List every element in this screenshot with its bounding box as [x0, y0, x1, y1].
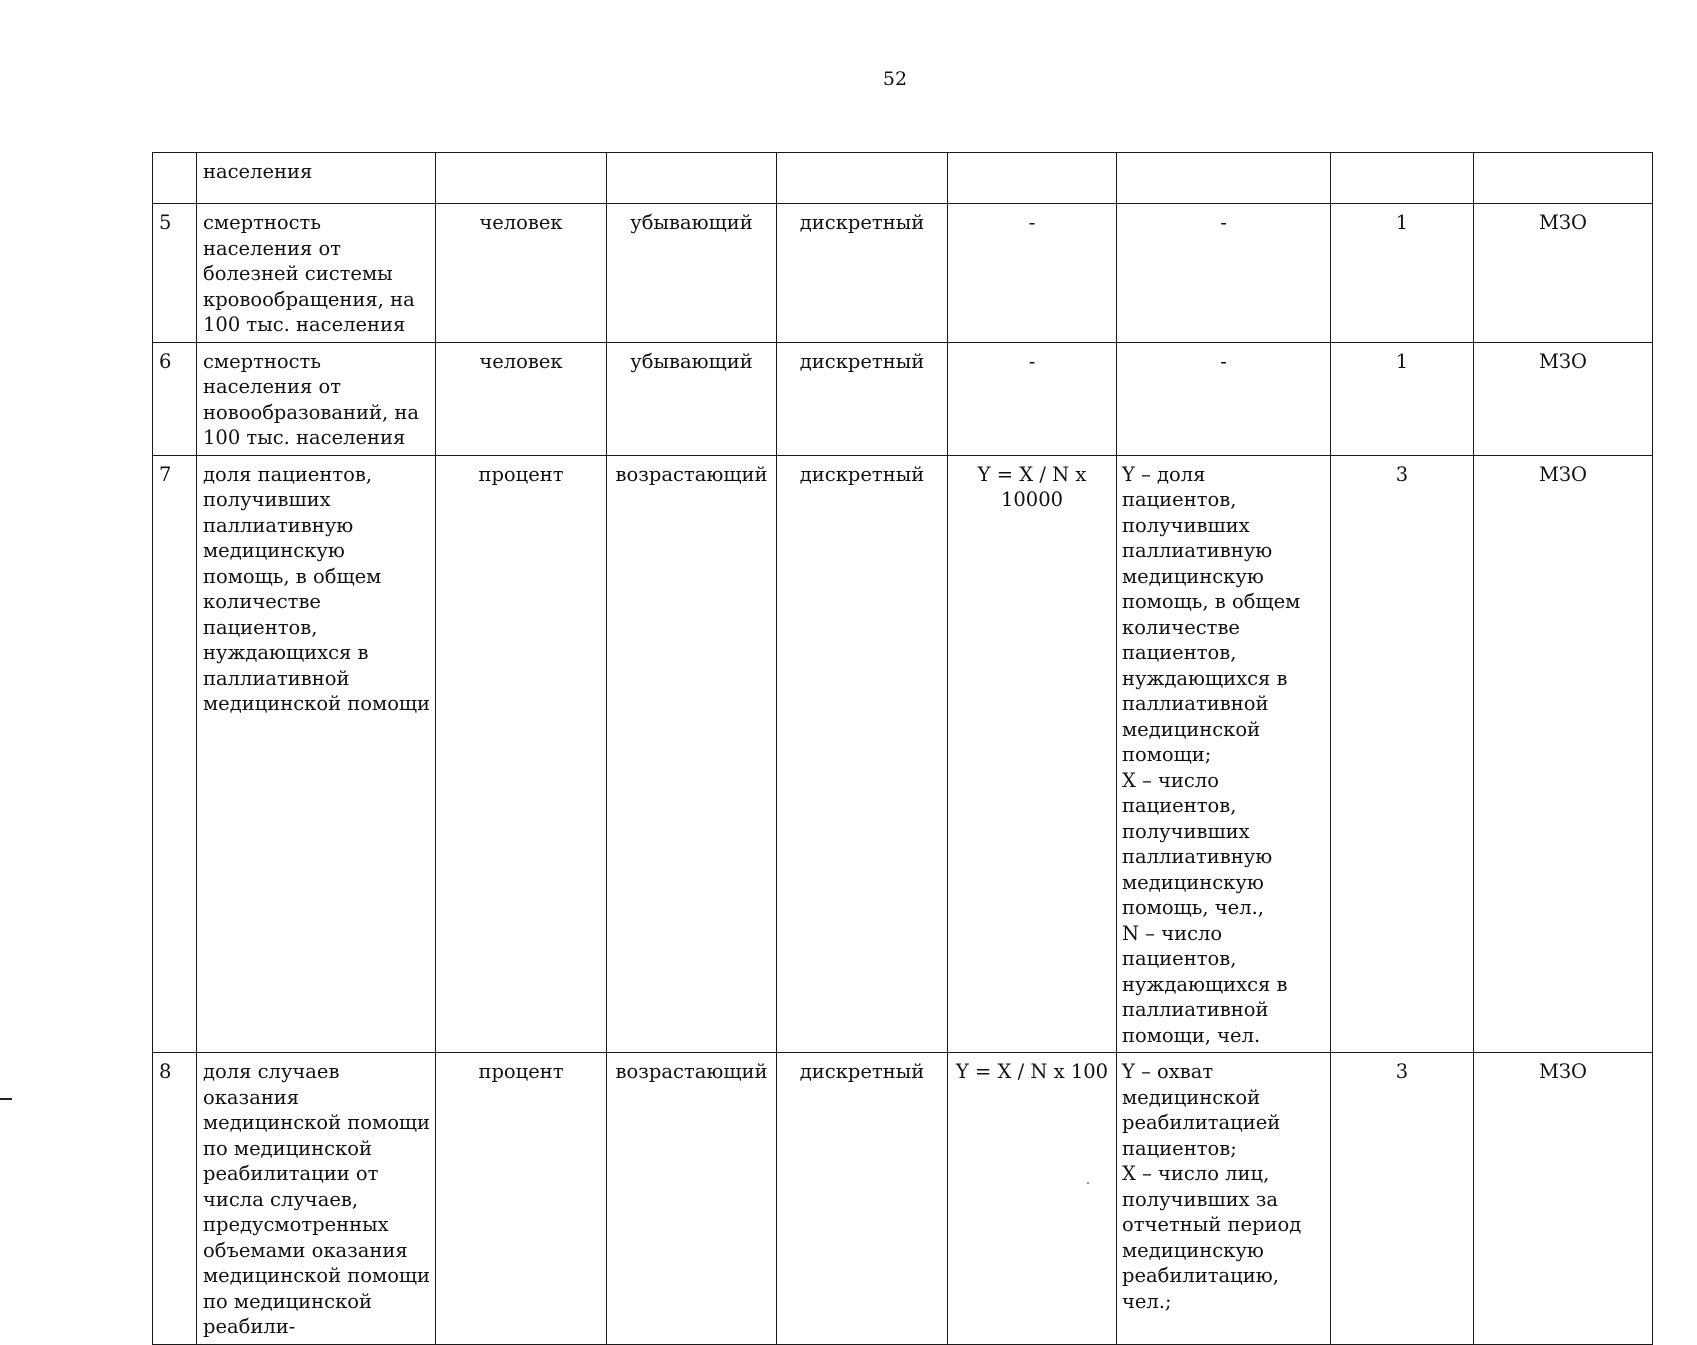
cell-num: 8 — [153, 1053, 197, 1345]
table-row — [153, 204, 1653, 343]
scan-dot — [1087, 1182, 1089, 1184]
cell-indicator-name: доля случаев оказания медицинской помощи по медицинской реабилитации от числа случаев, предусмотренных объемами оказания медицинской помощи по медицинской реабили- — [197, 1053, 436, 1345]
cell-code: 1 — [1331, 204, 1474, 343]
cell-formula — [948, 153, 1117, 204]
cell-unit: человек — [436, 342, 607, 455]
description-line: - — [1220, 349, 1227, 373]
cell-type: дискретный — [777, 204, 948, 343]
cell-direction: возрастающий — [607, 1053, 777, 1345]
cell-code — [1331, 153, 1474, 204]
cell-responsible: МЗО — [1474, 204, 1653, 343]
cell-unit: процент — [436, 455, 607, 1053]
margin-dash — [0, 1098, 12, 1100]
cell-type: дискретный — [777, 455, 948, 1053]
cell-code: 3 — [1331, 455, 1474, 1053]
cell-num: 5 — [153, 204, 197, 343]
cell-indicator-name: смертность населения от новообразований, на 100 тыс. населения — [197, 342, 436, 455]
table-row — [153, 342, 1653, 455]
cell-description — [1117, 455, 1331, 1053]
cell-description — [1117, 342, 1331, 455]
cell-unit — [436, 153, 607, 204]
table-row — [153, 1053, 1653, 1345]
cell-num — [153, 153, 197, 204]
table-row-continuation — [153, 153, 1653, 204]
cell-direction: убывающий — [607, 342, 777, 455]
cell-type — [777, 153, 948, 204]
cell-responsible: МЗО — [1474, 342, 1653, 455]
cell-num: 7 — [153, 455, 197, 1053]
cell-formula: - — [948, 204, 1117, 343]
cell-direction: убывающий — [607, 204, 777, 343]
description-line: N – число пациентов, нуждающихся в паллиативной помощи, чел. — [1122, 921, 1288, 1047]
description-line: Y – охват медицинской реабилитацией пациентов; — [1122, 1060, 1281, 1160]
cell-description — [1117, 1053, 1331, 1345]
description-line: X – число пациентов, получивших паллиативную медицинскую помощь, чел., — [1122, 768, 1273, 919]
cell-description — [1117, 204, 1331, 343]
cell-responsible — [1474, 153, 1653, 204]
cell-direction — [607, 153, 777, 204]
cell-direction: возрастающий — [607, 455, 777, 1053]
cell-code: 1 — [1331, 342, 1474, 455]
cell-responsible: МЗО — [1474, 1053, 1653, 1345]
page-number: 52 — [882, 68, 908, 90]
cell-unit: процент — [436, 1053, 607, 1345]
cell-responsible: МЗО — [1474, 455, 1653, 1053]
cell-indicator-name: смертность населения от болезней системы кровообращения, на 100 тыс. населения — [197, 204, 436, 343]
cell-type: дискретный — [777, 1053, 948, 1345]
cell-num: 6 — [153, 342, 197, 455]
cell-code: 3 — [1331, 1053, 1474, 1345]
cell-formula: - — [948, 342, 1117, 455]
description-line: Y – доля пациентов, получивших паллиативную медицинскую помощь, в общем количестве пациентов, нуждающихся в паллиативной медицинской помощи; — [1122, 462, 1301, 766]
cell-formula: Y = X / N x 100 — [948, 1053, 1117, 1345]
cell-indicator-name: населения — [197, 153, 436, 204]
indicator-table — [152, 152, 1653, 1345]
cell-description — [1117, 153, 1331, 204]
description-line: - — [1220, 211, 1227, 234]
cell-indicator-name: доля пациентов, получивших паллиативную медицинскую помощь, в общем количестве пациентов, нуждающихся в паллиативной медицинской помощи — [197, 455, 436, 1053]
description-line: X – число лиц, получивших за отчетный период медицинскую реабилитацию, чел.; — [1122, 1162, 1302, 1313]
cell-type: дискретный — [777, 342, 948, 455]
table-row — [153, 455, 1653, 1053]
cell-unit: человек — [436, 204, 607, 343]
cell-formula: Y = X / N x 10000 — [948, 455, 1117, 1053]
